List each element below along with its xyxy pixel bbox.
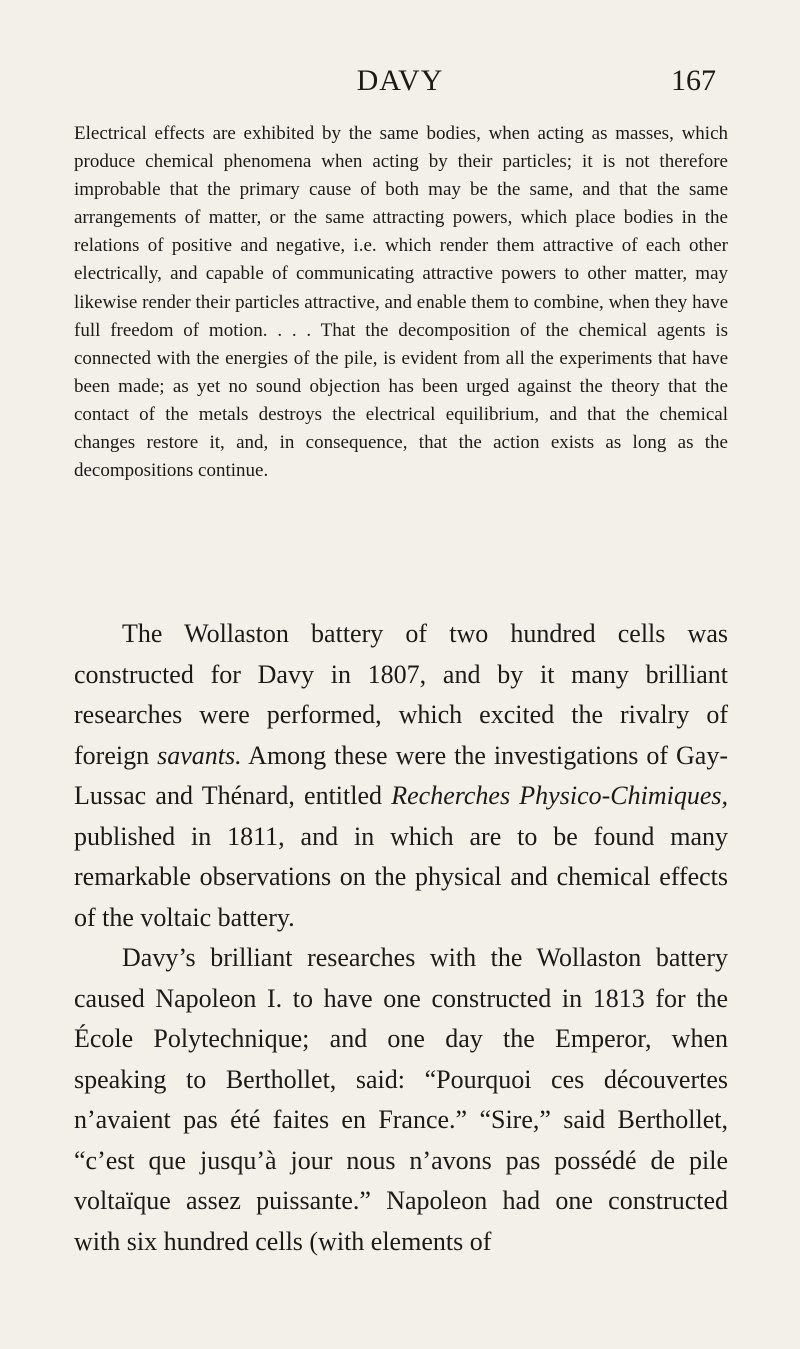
- quoted-passage: [74, 120, 728, 485]
- running-title: DAVY: [356, 64, 444, 97]
- paragraph-wollaston: [74, 614, 728, 938]
- page-header: [0, 64, 800, 104]
- paragraph-napoleon: Davy’s brilliant researches with the Wollaston battery caused Napoleon I. to have one constructed in 1813 for the École Polytechnique; and one day the Emperor, when speaking to Berthollet, said: “Pourquoi ces découvertes n’avaient pas été faites en France.” “Sire,” said Berthollet, “c’est que jusqu’à jour nous n’avons pas possédé de pile voltaïque assez puissante.” Napoleon had one constructed with six hundred cells (with elements of: [74, 943, 728, 1256]
- italic-term: savants.: [157, 740, 242, 770]
- paragraph-text: published in 1811, and in which are to be found many remarkable observations on the physical and chemical effects of the voltaic battery.: [74, 821, 728, 932]
- paragraph-text: The Wollaston battery of two hundred cells was constructed for Davy in 1807, and by it many brilliant researches were performed, which excited the rivalry of foreign: [74, 619, 728, 770]
- quote-text: Electrical effects are exhibited by the same bodies, when acting as masses, which produce chemical phenomena when acting by their particles; it is not therefore improbable that the primary cause of both may be the same, and that the same arrangements of matter, or the same attracting powers, which place bodies in the relations of positive and negative, i.e. which render them attractive of each other electrically, and capable of communicating attractive powers to other matter, may likewise render their particles attractive, and enable them to combine, when they have full freedom of motion. . . . That the decomposition of the chemical agents is connected with the energies of the pile, is evident from all the experiments that have been made; as yet no sound objection has been urged against the theory that the contact of the metals destroys the electrical equilibrium, and that the chemical changes restore it, and, in consequence, that the action exists as long as the decompositions continue.: [74, 123, 728, 482]
- body-text: [74, 614, 728, 1262]
- page-number: 167: [671, 64, 716, 97]
- italic-title: Recherches Physico-Chimiques,: [391, 781, 728, 810]
- paragraph-text: Among these were the investigations of Gay-Lussac and Thénard, entitled: [74, 740, 728, 810]
